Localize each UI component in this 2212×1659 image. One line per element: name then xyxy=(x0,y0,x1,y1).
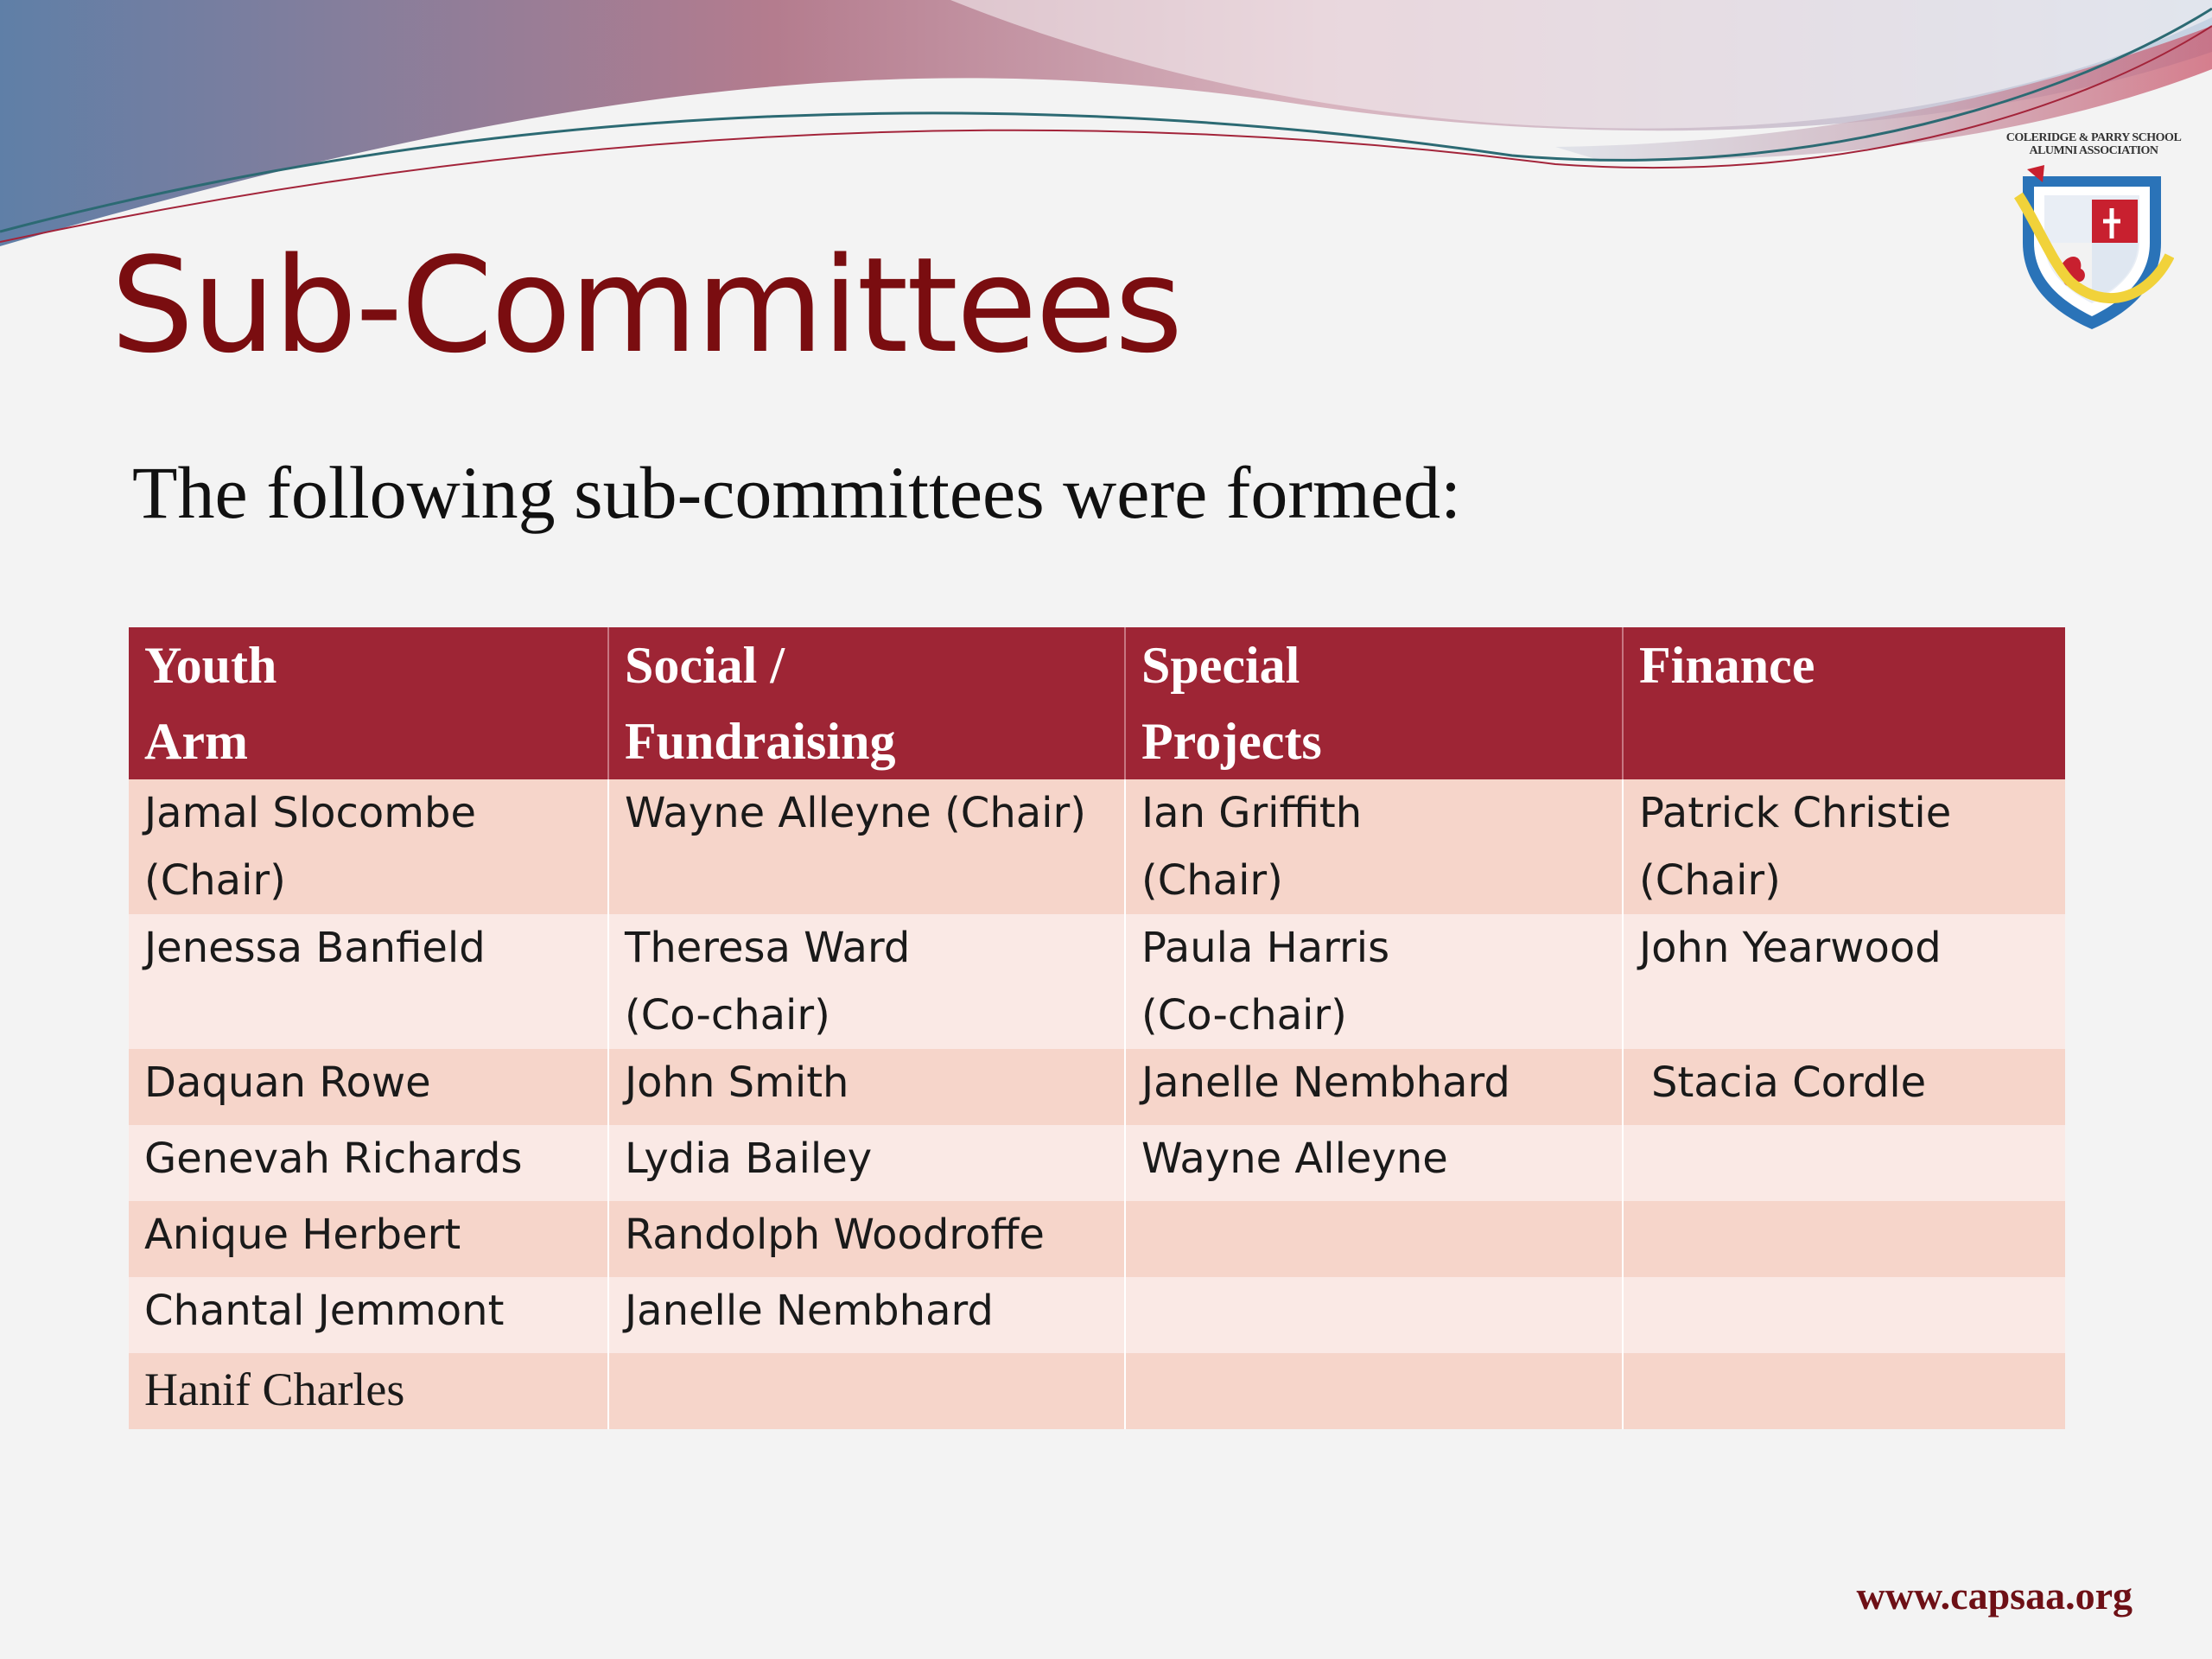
cell-line: Ian Griffith xyxy=(1141,789,1363,837)
table-cell xyxy=(1623,914,2065,1049)
table-cell: Anique Herbert xyxy=(129,1201,608,1277)
slide-title: Sub-Committees xyxy=(111,229,1182,382)
table-cell: Chantal Jemmont xyxy=(129,1277,608,1353)
cell-line: (Co-chair) xyxy=(625,991,830,1039)
header-line: Special xyxy=(1141,637,1300,694)
cell-line: Patrick Christie xyxy=(1639,789,1952,837)
cell-line: Jenessa Banfield xyxy=(144,924,486,972)
table-cell xyxy=(1125,914,1623,1049)
header-line: Projects xyxy=(1141,713,1322,770)
table-cell xyxy=(1623,779,2065,914)
school-logo xyxy=(2003,128,2184,335)
table-row xyxy=(129,779,2065,914)
logo-text-line2: ALUMNI ASSOCIATION xyxy=(2029,144,2158,157)
table-cell xyxy=(1125,1201,1623,1277)
header-finance xyxy=(1623,627,2065,779)
table-cell xyxy=(1623,1125,2065,1201)
sub-committees-table xyxy=(129,627,2065,1429)
table-cell xyxy=(608,1353,1125,1429)
header-line: Youth xyxy=(144,637,277,694)
table-row xyxy=(129,1125,2065,1201)
school-crest-icon xyxy=(2010,161,2174,334)
header-swoosh-decoration xyxy=(0,0,2212,259)
table-cell: Daquan Rowe xyxy=(129,1049,608,1125)
website-url: www.capsaa.org xyxy=(1856,1573,2133,1618)
table-cell xyxy=(129,779,608,914)
table-cell xyxy=(1623,1277,2065,1353)
table-row xyxy=(129,914,2065,1049)
header-social-fundraising xyxy=(608,627,1125,779)
table-row xyxy=(129,1049,2065,1125)
table-row xyxy=(129,1201,2065,1277)
table-row xyxy=(129,1353,2065,1429)
table-header-row xyxy=(129,627,2065,779)
cell-line: Paula Harris xyxy=(1141,924,1390,972)
cell-line: John Yearwood xyxy=(1639,924,1942,972)
header-line: Arm xyxy=(144,713,248,770)
table-cell: John Smith xyxy=(608,1049,1125,1125)
cell-line: (Co-chair) xyxy=(1141,991,1347,1039)
cell-line: (Chair) xyxy=(144,856,286,905)
logo-text-line1: COLERIDGE & PARRY SCHOOL xyxy=(2005,131,2182,144)
table-cell: Genevah Richards xyxy=(129,1125,608,1201)
table-cell xyxy=(1125,1277,1623,1353)
table-cell: Wayne Alleyne xyxy=(1125,1125,1623,1201)
header-special-projects xyxy=(1125,627,1623,779)
cell-line: (Chair) xyxy=(1141,856,1283,905)
table-cell xyxy=(129,914,608,1049)
table-cell: Hanif Charles xyxy=(129,1353,608,1429)
table-cell xyxy=(1125,1353,1623,1429)
header-line: Social / xyxy=(625,637,785,694)
cell-line: (Chair) xyxy=(1639,856,1781,905)
table-cell: Randolph Woodroffe xyxy=(608,1201,1125,1277)
table-cell xyxy=(1623,1201,2065,1277)
table-cell: Stacia Cordle xyxy=(1623,1049,2065,1125)
table-cell xyxy=(1623,1353,2065,1429)
table-cell xyxy=(1125,779,1623,914)
header-line: Fundraising xyxy=(625,713,896,770)
slide-subtitle: The following sub-committees were formed: xyxy=(132,451,1462,534)
table-cell: Janelle Nembhard xyxy=(1125,1049,1623,1125)
cell-line: Jamal Slocombe xyxy=(144,789,477,837)
table-cell xyxy=(608,779,1125,914)
table-cell xyxy=(608,914,1125,1049)
header-line: Finance xyxy=(1639,637,1815,694)
logo-text xyxy=(2003,131,2184,157)
table-row xyxy=(129,1277,2065,1353)
cell-line: Wayne Alleyne (Chair) xyxy=(625,789,1086,837)
table-cell: Lydia Bailey xyxy=(608,1125,1125,1201)
table-cell: Janelle Nembhard xyxy=(608,1277,1125,1353)
header-youth-arm xyxy=(129,627,608,779)
cell-line: Theresa Ward xyxy=(625,924,911,972)
